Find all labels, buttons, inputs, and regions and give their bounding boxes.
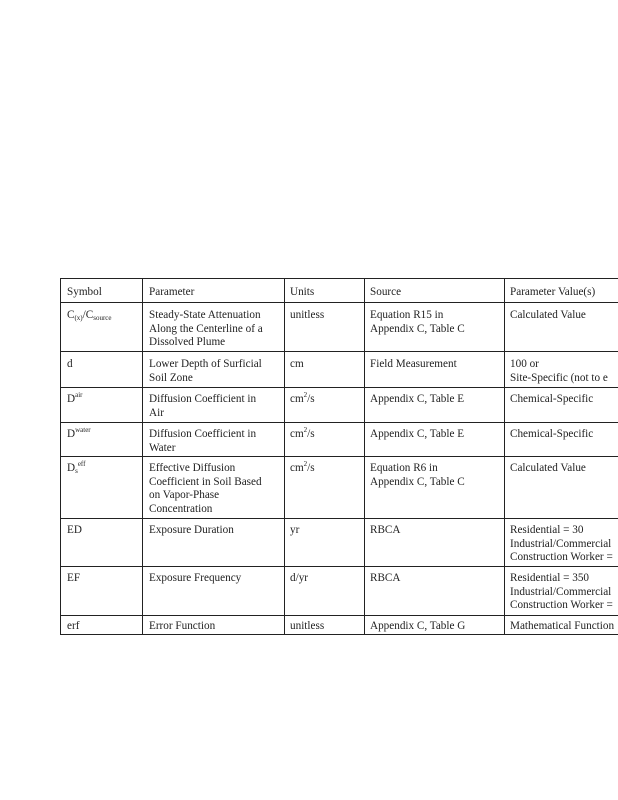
- parameter-line: Soil Zone: [149, 371, 193, 384]
- value-line: Residential = 350: [510, 572, 590, 584]
- units-cell: d/yr: [290, 572, 309, 584]
- source-cell: Appendix C, Table E: [370, 428, 465, 440]
- units-cell: unitless: [290, 309, 325, 321]
- row-rule: [60, 518, 618, 519]
- symbol-superscript: water: [75, 426, 91, 434]
- column-rule: [60, 278, 61, 635]
- source-cell: RBCA: [370, 572, 401, 584]
- symbol-text: C: [67, 309, 75, 321]
- value-line: Residential = 30: [510, 524, 584, 536]
- header-units: Units: [290, 286, 315, 298]
- value-cell: [510, 524, 613, 565]
- units-cell: [290, 462, 315, 476]
- parameter-line: Along the Centerline of a: [149, 322, 263, 335]
- symbol-subscript: source: [93, 314, 112, 322]
- column-rule: [284, 278, 285, 635]
- header-parameter-values: Parameter Value(s): [510, 286, 596, 298]
- symbol-text: D: [67, 462, 76, 474]
- value-cell: Calculated Value: [510, 462, 586, 474]
- units-cell: cm: [290, 358, 304, 370]
- symbol-text: /C: [82, 309, 94, 321]
- source-cell: Field Measurement: [370, 358, 457, 370]
- source-cell: RBCA: [370, 524, 401, 536]
- parameter-line: Steady-State Attenuation: [149, 309, 261, 321]
- units-cell: [290, 428, 315, 442]
- units-cell: yr: [290, 524, 300, 536]
- units-text: /s: [307, 428, 315, 440]
- symbol-cell: [67, 462, 85, 476]
- row-rule: [60, 566, 618, 567]
- units-text: cm: [290, 428, 304, 440]
- parameter-line: Water: [149, 441, 176, 454]
- parameter-cell: [149, 393, 256, 420]
- symbol-cell: [67, 309, 112, 323]
- symbol-cell: d: [67, 358, 73, 370]
- table-top-rule: [60, 278, 618, 279]
- parameter-line: Lower Depth of Surficial: [149, 358, 262, 370]
- value-cell: Mathematical Function: [510, 620, 615, 632]
- value-line: Industrial/Commercial: [510, 585, 612, 598]
- units-text: /s: [307, 462, 315, 474]
- row-rule: [60, 387, 618, 388]
- units-text: cm: [290, 393, 304, 405]
- units-text: cm: [290, 462, 304, 474]
- parameter-table: [60, 278, 618, 635]
- parameter-cell: [149, 309, 263, 350]
- symbol-cell: erf: [67, 620, 80, 632]
- parameter-line: Air: [149, 406, 164, 419]
- units-superscript: 2: [303, 426, 308, 434]
- parameter-cell: Exposure Frequency: [149, 572, 242, 584]
- symbol-cell: ED: [67, 524, 82, 536]
- parameter-line: Effective Diffusion: [149, 462, 236, 474]
- symbol-text: D: [67, 393, 76, 405]
- source-cell: [370, 462, 465, 489]
- symbol-cell: [67, 428, 91, 442]
- source-line: Equation R15 in: [370, 309, 444, 321]
- source-line: Appendix C, Table C: [370, 322, 465, 335]
- value-cell: [510, 572, 613, 613]
- parameter-line: Concentration: [149, 502, 213, 515]
- row-rule: [60, 615, 618, 616]
- value-line: Construction Worker =: [510, 551, 613, 563]
- value-line: Site-Specific (not to e: [510, 371, 608, 384]
- parameter-cell: Exposure Duration: [149, 524, 234, 536]
- header-parameter: Parameter: [149, 286, 195, 298]
- parameter-line: Diffusion Coefficient in: [149, 428, 257, 440]
- header-rule: [60, 302, 618, 303]
- parameter-line: on Vapor-Phase: [149, 489, 220, 501]
- value-cell: Calculated Value: [510, 309, 586, 321]
- column-rule: [504, 278, 505, 635]
- row-rule: [60, 456, 618, 457]
- column-rule: [364, 278, 365, 635]
- source-line: Equation R6 in: [370, 462, 438, 474]
- row-rule: [60, 351, 618, 352]
- header-source: Source: [370, 286, 402, 298]
- units-text: /s: [307, 393, 315, 405]
- parameter-line: Coefficient in Soil Based: [149, 475, 262, 488]
- value-line: 100 or: [510, 358, 539, 370]
- source-cell: [370, 309, 465, 336]
- symbol-subscript: (x): [74, 314, 83, 322]
- source-cell: Appendix C, Table G: [370, 620, 466, 632]
- parameter-cell: [149, 358, 262, 385]
- value-line: Construction Worker =: [510, 599, 613, 611]
- parameter-cell: Error Function: [149, 620, 216, 632]
- table-bottom-rule: [60, 634, 618, 635]
- symbol-subscript: s: [75, 467, 78, 475]
- row-rule: [60, 422, 618, 423]
- parameter-cell: [149, 462, 262, 516]
- symbol-superscript: air: [75, 391, 83, 399]
- source-cell: Appendix C, Table E: [370, 393, 465, 405]
- symbol-text: D: [67, 428, 76, 440]
- value-cell: Chemical-Specific: [510, 428, 594, 440]
- parameter-cell: [149, 428, 256, 455]
- symbol-superscript: eff: [77, 460, 86, 468]
- header-symbol: Symbol: [67, 286, 102, 298]
- column-rule: [142, 278, 143, 635]
- value-cell: Chemical-Specific: [510, 393, 594, 405]
- units-cell: [290, 393, 315, 407]
- units-superscript: 2: [303, 391, 308, 399]
- source-line: Appendix C, Table C: [370, 475, 465, 488]
- parameter-line: Diffusion Coefficient in: [149, 393, 257, 405]
- value-line: Industrial/Commercial: [510, 537, 612, 550]
- units-cell: unitless: [290, 620, 325, 632]
- symbol-cell: EF: [67, 572, 81, 584]
- symbol-cell: [67, 393, 82, 407]
- units-superscript: 2: [303, 460, 308, 468]
- parameter-line: Dissolved Plume: [149, 336, 226, 348]
- value-cell: [510, 358, 608, 385]
